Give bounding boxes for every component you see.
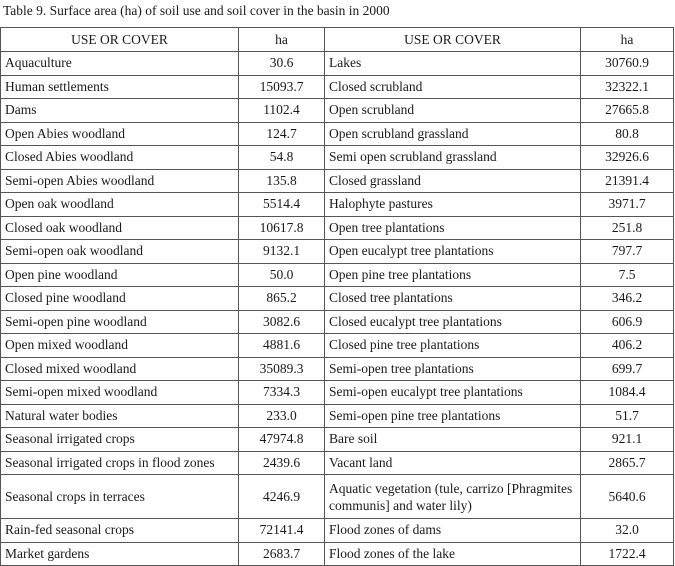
ha-cell-left: 35089.3: [239, 357, 325, 381]
ha-cell-left: 233.0: [239, 404, 325, 428]
ha-cell-right: 251.8: [581, 216, 674, 240]
use-cell-left: Semi-open pine woodland: [1, 310, 239, 334]
ha-cell-left: 10617.8: [239, 216, 325, 240]
ha-cell-left: 1102.4: [239, 99, 325, 123]
ha-cell-left: 72141.4: [239, 519, 325, 543]
header-use-right: USE OR COVER: [325, 28, 581, 52]
table-row: [1, 381, 674, 405]
use-cell-right: Open scrubland: [325, 99, 581, 123]
use-cell-left: Closed Abies woodland: [1, 146, 239, 170]
use-cell-right: Vacant land: [325, 451, 581, 475]
use-cell-left: Open pine woodland: [1, 263, 239, 287]
ha-cell-right: 21391.4: [581, 169, 674, 193]
use-cell-right: Flood zones of dams: [325, 519, 581, 543]
ha-cell-right: 1084.4: [581, 381, 674, 405]
use-cell-right: Closed pine tree plantations: [325, 334, 581, 358]
use-cell-right: Closed grassland: [325, 169, 581, 193]
ha-cell-right: 27665.8: [581, 99, 674, 123]
use-cell-right: Closed eucalypt tree plantations: [325, 310, 581, 334]
use-cell-left: Aquaculture: [1, 52, 239, 76]
use-cell-right: Semi-open pine tree plantations: [325, 404, 581, 428]
header-ha-left: ha: [239, 28, 325, 52]
ha-cell-right: 7.5: [581, 263, 674, 287]
table-header: [1, 28, 674, 52]
use-cell-left: Closed oak woodland: [1, 216, 239, 240]
table-row: [1, 428, 674, 452]
ha-cell-right: 30760.9: [581, 52, 674, 76]
use-cell-right: Aquatic vegetation (tule, carrizo [Phragmites communis] and water lily): [325, 475, 581, 519]
use-cell-right: Halophyte pastures: [325, 193, 581, 217]
header-use-left: USE OR COVER: [1, 28, 239, 52]
table-row: [1, 193, 674, 217]
ha-cell-left: 3082.6: [239, 310, 325, 334]
ha-cell-left: 30.6: [239, 52, 325, 76]
use-cell-left: Seasonal irrigated crops: [1, 428, 239, 452]
ha-cell-right: 699.7: [581, 357, 674, 381]
use-cell-right: Semi-open tree plantations: [325, 357, 581, 381]
table-row: [1, 240, 674, 264]
use-cell-left: Human settlements: [1, 75, 239, 99]
table-row: [1, 122, 674, 146]
table-row: [1, 519, 674, 543]
ha-cell-right: 32.0: [581, 519, 674, 543]
table-row: [1, 99, 674, 123]
use-cell-right: Open pine tree plantations: [325, 263, 581, 287]
ha-cell-left: 47974.8: [239, 428, 325, 452]
ha-cell-right: 5640.6: [581, 475, 674, 519]
use-cell-left: Rain-fed seasonal crops: [1, 519, 239, 543]
ha-cell-left: 4246.9: [239, 475, 325, 519]
table-row: [1, 75, 674, 99]
table-row: [1, 404, 674, 428]
ha-cell-left: 9132.1: [239, 240, 325, 264]
table-row: [1, 216, 674, 240]
ha-cell-left: 2439.6: [239, 451, 325, 475]
table-caption: Table 9. Surface area (ha) of soil use and soil cover in the basin in 2000: [3, 3, 390, 18]
use-cell-left: Closed mixed woodland: [1, 357, 239, 381]
ha-cell-left: 135.8: [239, 169, 325, 193]
ha-cell-right: 3971.7: [581, 193, 674, 217]
table-row: [1, 169, 674, 193]
table-row: [1, 475, 674, 519]
ha-cell-left: 4881.6: [239, 334, 325, 358]
table-row: [1, 287, 674, 311]
use-cell-left: Open mixed woodland: [1, 334, 239, 358]
use-cell-right: Closed scrubland: [325, 75, 581, 99]
header-ha-right: ha: [581, 28, 674, 52]
ha-cell-right: 1722.4: [581, 542, 674, 566]
ha-cell-left: 865.2: [239, 287, 325, 311]
table-row: [1, 334, 674, 358]
ha-cell-right: 921.1: [581, 428, 674, 452]
table-row: [1, 146, 674, 170]
ha-cell-right: 406.2: [581, 334, 674, 358]
ha-cell-left: 5514.4: [239, 193, 325, 217]
use-cell-right: Open eucalypt tree plantations: [325, 240, 581, 264]
ha-cell-right: 80.8: [581, 122, 674, 146]
header-row: [1, 28, 674, 52]
ha-cell-left: 124.7: [239, 122, 325, 146]
ha-cell-left: 50.0: [239, 263, 325, 287]
ha-cell-right: 2865.7: [581, 451, 674, 475]
ha-cell-right: 32322.1: [581, 75, 674, 99]
table-body: [1, 52, 674, 566]
ha-cell-right: 606.9: [581, 310, 674, 334]
use-cell-left: Semi-open mixed woodland: [1, 381, 239, 405]
ha-cell-left: 54.8: [239, 146, 325, 170]
use-cell-left: Seasonal irrigated crops in flood zones: [1, 451, 239, 475]
ha-cell-left: 7334.3: [239, 381, 325, 405]
ha-cell-right: 32926.6: [581, 146, 674, 170]
table-row: [1, 357, 674, 381]
table-row: [1, 310, 674, 334]
use-cell-left: Open Abies woodland: [1, 122, 239, 146]
use-cell-right: Open scrubland grassland: [325, 122, 581, 146]
use-cell-right: Semi open scrubland grassland: [325, 146, 581, 170]
ha-cell-right: 346.2: [581, 287, 674, 311]
table-row: [1, 263, 674, 287]
use-cell-left: Seasonal crops in terraces: [1, 475, 239, 519]
use-cell-left: Open oak woodland: [1, 193, 239, 217]
ha-cell-left: 15093.7: [239, 75, 325, 99]
use-cell-right: Lakes: [325, 52, 581, 76]
use-cell-left: Semi-open Abies woodland: [1, 169, 239, 193]
ha-cell-right: 797.7: [581, 240, 674, 264]
ha-cell-left: 2683.7: [239, 542, 325, 566]
use-cell-left: Dams: [1, 99, 239, 123]
use-cell-right: Flood zones of the lake: [325, 542, 581, 566]
soil-use-table: [0, 27, 674, 566]
use-cell-right: Open tree plantations: [325, 216, 581, 240]
table-row: [1, 542, 674, 566]
use-cell-left: Closed pine woodland: [1, 287, 239, 311]
use-cell-left: Natural water bodies: [1, 404, 239, 428]
table-row: [1, 52, 674, 76]
use-cell-left: Market gardens: [1, 542, 239, 566]
use-cell-right: Bare soil: [325, 428, 581, 452]
use-cell-left: Semi-open oak woodland: [1, 240, 239, 264]
use-cell-right: Semi-open eucalypt tree plantations: [325, 381, 581, 405]
table-row: [1, 451, 674, 475]
use-cell-right: Closed tree plantations: [325, 287, 581, 311]
ha-cell-right: 51.7: [581, 404, 674, 428]
